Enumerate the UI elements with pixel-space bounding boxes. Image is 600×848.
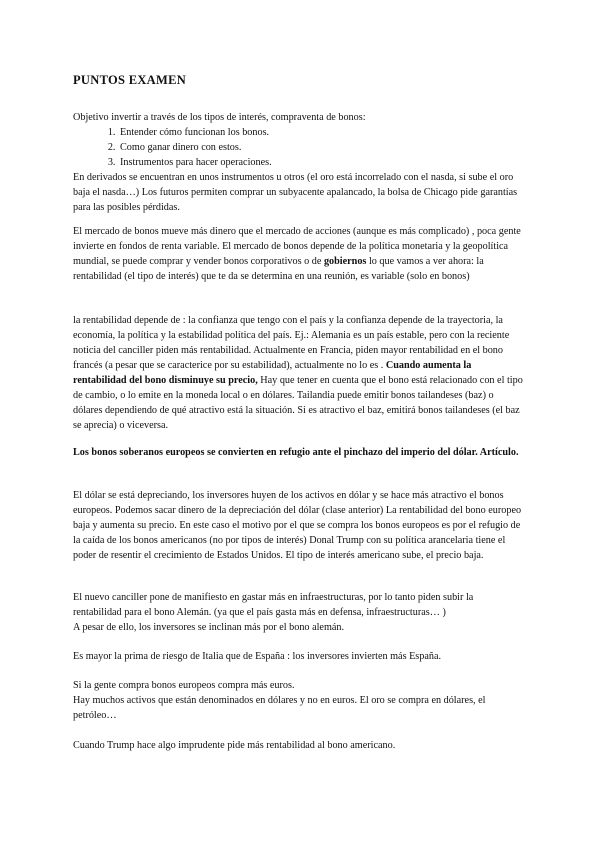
list-item: 3. Instrumentos para hacer operaciones. bbox=[118, 155, 523, 170]
text-span: lo que vamos a ver ahora: la rentabilidad (el tipo de interés) que te da se determina en una reunión, es variable (solo en bonos) bbox=[73, 256, 484, 282]
bold-text: gobiernos bbox=[323, 256, 367, 267]
objective-text: Objetivo invertir a través de los tipos de interés, compraventa de bonos: bbox=[73, 112, 366, 123]
text-span: El mercado de bonos mueve más dinero que el mercado de acciones (aunque es más complicado) , poca gente invierte en fondos de renta variable. El mercado de bonos depende de la política monetaria y la geopolítica mundial, se puede comprar y vender bonos corporativos o de bbox=[73, 226, 521, 267]
text-line: A pesar de ello, los inversores se inclinan más por el bono alemán. bbox=[73, 622, 345, 633]
text-span: Hay que tener en cuenta que el bono está relacionado con el tipo de cambio, o lo emite en la moneda local o en dólares. Tailandia puede emitir bonos tailandeses (baz) o dólares dependiendo de qué atractivo está la situación. Si es atractivo el baz, emitirá bonos tailandeses (el baz se aprecia) o viceversa. bbox=[73, 375, 523, 431]
text-line: Hay muchos activos que están denominados en dólares y no en euros. El oro se compra en dólares, el petróleo… bbox=[73, 695, 486, 721]
paragraph-derivados: En derivados se encuentran en unos instrumentos u otros (el oro está incorrelado con el nasda, si sube el oro baja el nasda…) Los futuros permiten comprar un subyacente apalancado, la bolsa de Chicago pide garantías para las posibles pérdidas. bbox=[73, 172, 518, 213]
objective-list bbox=[73, 125, 523, 170]
text-line: El nuevo canciller pone de manifiesto en gastar más en infraestructuras, por lo tanto piden subir la rentabilidad para el bono Alemán. (ya que el país gasta más en defensa, infraestructuras… ) bbox=[73, 592, 474, 618]
text-line: Si la gente compra bonos europeos compra más euros. bbox=[73, 680, 295, 691]
article-heading: Los bonos soberanos europeos se convierten en refugio ante el pinchazo del imperio del dólar. Artículo. bbox=[73, 447, 519, 458]
paragraph-canciller bbox=[73, 590, 523, 635]
list-item: 1. Entender cómo funcionan los bonos. bbox=[118, 125, 523, 140]
page-title: PUNTOS EXAMEN bbox=[73, 73, 187, 87]
list-item: 2. Como ganar dinero con estos. bbox=[118, 140, 523, 155]
bold-text: Cuando aumenta la rentabilidad del bono disminuye su precio, bbox=[73, 360, 472, 386]
paragraph-rentabilidad bbox=[73, 313, 523, 433]
paragraph-euros bbox=[73, 678, 523, 723]
objective-section bbox=[73, 110, 523, 215]
paragraph-dolar: El dólar se está depreciando, los inversores huyen de los activos en dólar y se hace más atractivo el bonos europeos. Podemos sacar dinero de la depreciación del dólar (clase anterior) La rentabilidad del bono europeo baja y aumenta su precio. En este caso el motivo por el que se compra los bonos europeos es por el refugio de la caída de los bonos americanos (no por tipos de interés) Donal Trump con su política arancelaria tiene el poder de resentir el crecimiento de Estados Unidos. El tipo de interés americano sube, el precio baja. bbox=[73, 490, 522, 561]
paragraph-mercado bbox=[73, 224, 523, 284]
paragraph-italia: Es mayor la prima de riesgo de Italia que de España : los inversores invierten más España. bbox=[73, 651, 442, 662]
paragraph-trump: Cuando Trump hace algo imprudente pide más rentabilidad al bono americano. bbox=[73, 740, 396, 751]
text-span: la rentabilidad depende de : la confianza que tengo con el país y la confianza depende de la trayectoria, la economía, la política y la estabilidad política del país. Ej.: Alemania es un país estable, pero con la reciente noticia del canciller piden más rentabilidad. Actualmente en Francia, piden mayor rentabilidad en el bono francés (a pesar que se caracterice por su estabilidad), actualmente no lo es . bbox=[73, 315, 510, 371]
